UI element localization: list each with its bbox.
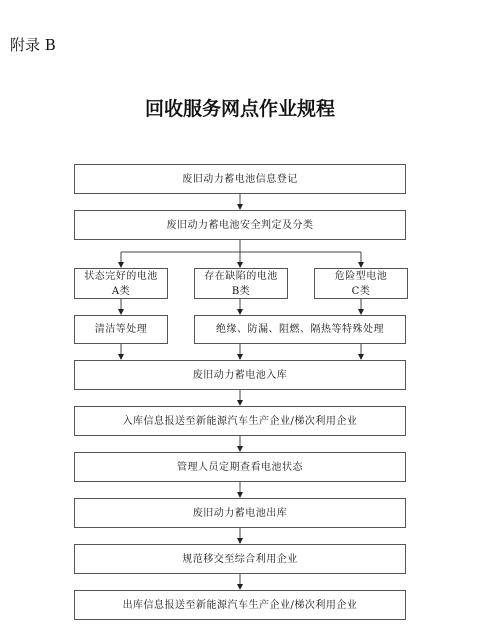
class-b-line2: B类 <box>231 285 251 297</box>
step-report-in <box>74 406 406 436</box>
step-classify-label: 废旧动力蓄电池安全判定及分类 <box>166 219 314 231</box>
step-transfer <box>74 544 406 574</box>
class-b-line1: 存在缺陷的电池 <box>204 270 278 282</box>
step-clean-label: 清洁等处理 <box>94 324 148 335</box>
step-special-label: 绝缘、防漏、阻燃、隔热等特殊处理 <box>216 324 384 335</box>
step-report-out <box>74 590 406 620</box>
step-special <box>194 315 406 344</box>
class-c-line1: 危险型电池 <box>334 270 388 282</box>
class-a-line2: A类 <box>111 285 131 297</box>
class-a-line1: 状态完好的电池 <box>84 270 158 282</box>
step-register <box>74 164 406 194</box>
class-a-box <box>74 268 168 299</box>
step-outbound <box>74 498 406 528</box>
class-c-box <box>314 268 408 299</box>
class-c-line2: C类 <box>351 285 371 297</box>
step-storage <box>74 360 406 390</box>
step-inspect-label: 管理人员定期查看电池状态 <box>177 461 303 473</box>
class-b-box <box>194 268 288 299</box>
step-storage-label: 废旧动力蓄电池入库 <box>192 369 288 381</box>
step-classify <box>74 210 406 240</box>
step-transfer-label: 规范移交至综合利用企业 <box>182 553 298 565</box>
step-report-in-label: 入库信息报送至新能源汽车生产企业/梯次利用企业 <box>122 415 358 427</box>
step-register-label: 废旧动力蓄电池信息登记 <box>182 173 298 185</box>
step-report-out-label: 出库信息报送至新能源汽车生产企业/梯次利用企业 <box>122 599 358 611</box>
page-title: 回收服务网点作业规程 <box>144 98 335 120</box>
step-outbound-label: 废旧动力蓄电池出库 <box>192 507 288 519</box>
step-inspect <box>74 452 406 482</box>
appendix-label: 附录 B <box>10 36 56 54</box>
step-clean <box>74 315 168 344</box>
